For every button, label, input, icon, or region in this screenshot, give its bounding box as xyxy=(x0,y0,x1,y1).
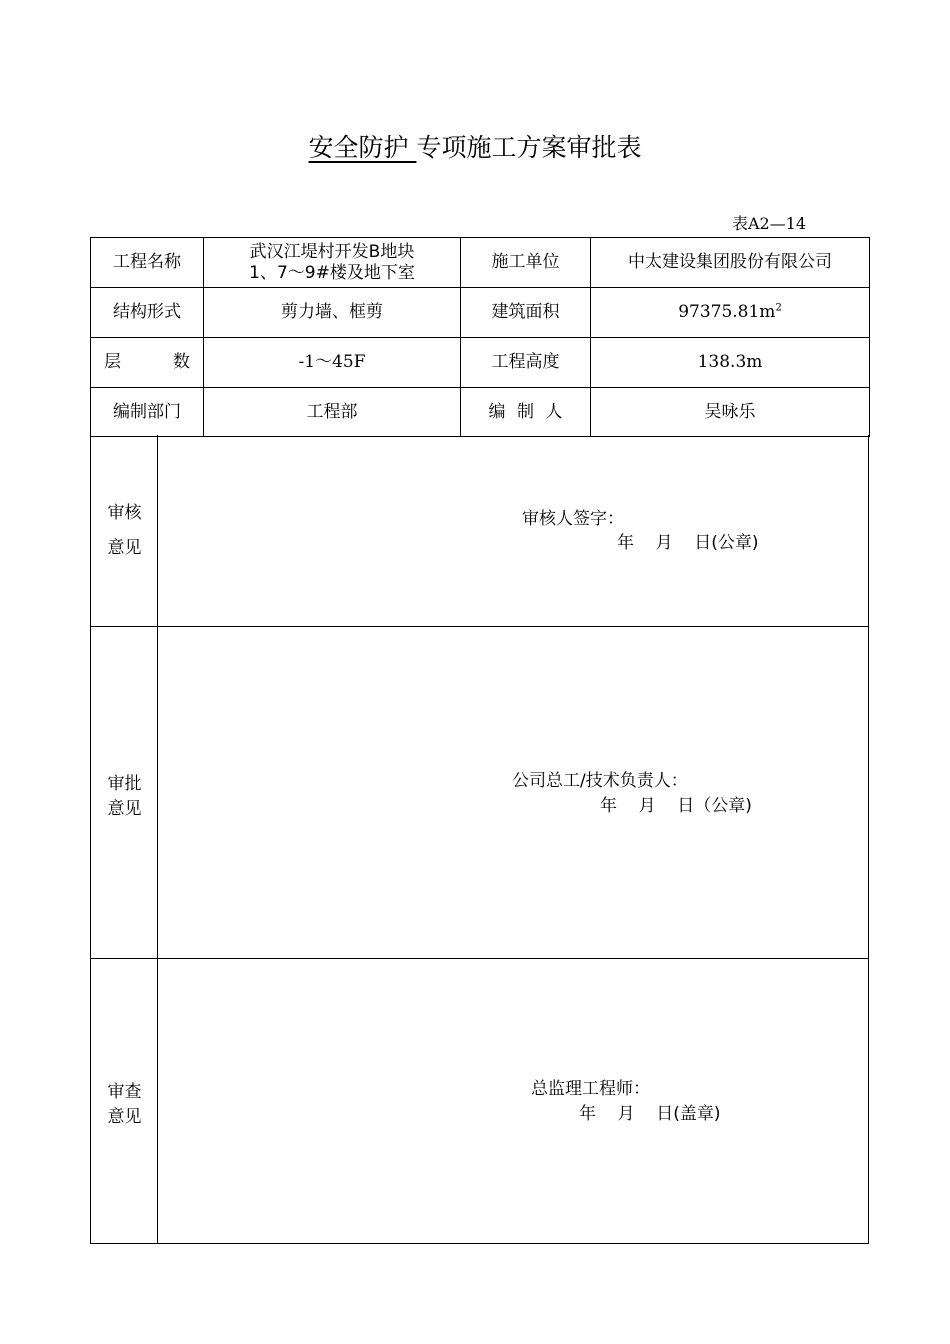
dept-value xyxy=(204,388,461,437)
floors-value xyxy=(204,338,461,388)
approval-label-line2: 意见 xyxy=(107,799,142,819)
review-signer: 审核人签字： xyxy=(522,509,624,529)
review-label-cell xyxy=(91,435,158,626)
approval-opinion-section xyxy=(90,626,869,959)
table-row xyxy=(91,288,870,338)
area-label-text: 建筑面积 xyxy=(491,302,560,322)
inspection-opinion-section xyxy=(90,958,869,1244)
dept-label xyxy=(91,388,204,437)
project-name-label-text: 工程名称 xyxy=(113,252,181,272)
area-value-text: 97375.81m xyxy=(678,302,776,322)
review-label-line1: 审核 xyxy=(107,503,142,523)
height-label-text: 工程高度 xyxy=(491,352,560,372)
table-row xyxy=(91,388,870,437)
author-label xyxy=(461,388,591,437)
contractor-label-text: 施工单位 xyxy=(491,252,560,272)
structure-label xyxy=(91,288,204,338)
author-value xyxy=(591,388,870,437)
structure-label-text: 结构形式 xyxy=(113,302,181,322)
inspection-label-cell xyxy=(91,959,158,1243)
height-value xyxy=(591,338,870,388)
project-info-table xyxy=(90,237,870,437)
project-name-line2: 1、7～9#楼及地下室 xyxy=(249,262,415,283)
structure-value-text: 剪力墙、框剪 xyxy=(281,302,383,322)
floors-label-text: 层数 xyxy=(104,352,190,372)
project-name-value xyxy=(204,238,461,288)
approval-signer: 公司总工/技术负责人： xyxy=(512,771,688,791)
height-value-text: 138.3m xyxy=(697,352,763,372)
author-label-text: 编制人 xyxy=(488,401,563,422)
floors-label xyxy=(91,338,204,388)
project-name-label xyxy=(91,238,204,288)
area-label xyxy=(461,288,591,338)
title-main: 专项施工方案审批表 xyxy=(416,133,642,162)
dept-label-text: 编制部门 xyxy=(113,401,181,422)
title-plan-type: 安全防护 xyxy=(308,133,417,162)
height-label xyxy=(461,338,591,388)
contractor-value-text: 中太建设集团股份有限公司 xyxy=(628,252,832,272)
approval-label-cell xyxy=(91,627,158,958)
area-value xyxy=(591,288,870,338)
review-label-line2: 意见 xyxy=(107,538,142,558)
inspection-label-line1: 审查 xyxy=(107,1082,142,1102)
inspection-label-line2: 意见 xyxy=(107,1107,142,1127)
table-row xyxy=(91,238,870,288)
approval-label-line1: 审批 xyxy=(107,774,142,794)
project-name-line1: 武汉江堤村开发B地块 xyxy=(249,241,415,262)
dept-value-text: 工程部 xyxy=(306,401,358,422)
contractor-label xyxy=(461,238,591,288)
inspection-date-line: 年 月 日(盖章) xyxy=(579,1104,721,1124)
page-title xyxy=(0,128,950,168)
form-code: 表A2—14 xyxy=(732,214,807,233)
floors-value-text: -1～45F xyxy=(298,352,366,372)
review-date-line: 年 月 日(公章) xyxy=(617,533,759,553)
structure-value xyxy=(204,288,461,338)
inspection-signer: 总监理工程师： xyxy=(531,1079,650,1099)
author-value-text: 吴咏乐 xyxy=(704,401,756,422)
approval-date-line: 年 月 日（公章) xyxy=(600,796,752,816)
area-unit-superscript: 2 xyxy=(775,302,782,314)
table-row xyxy=(91,338,870,388)
review-opinion-section xyxy=(90,435,869,627)
contractor-value xyxy=(591,238,870,288)
